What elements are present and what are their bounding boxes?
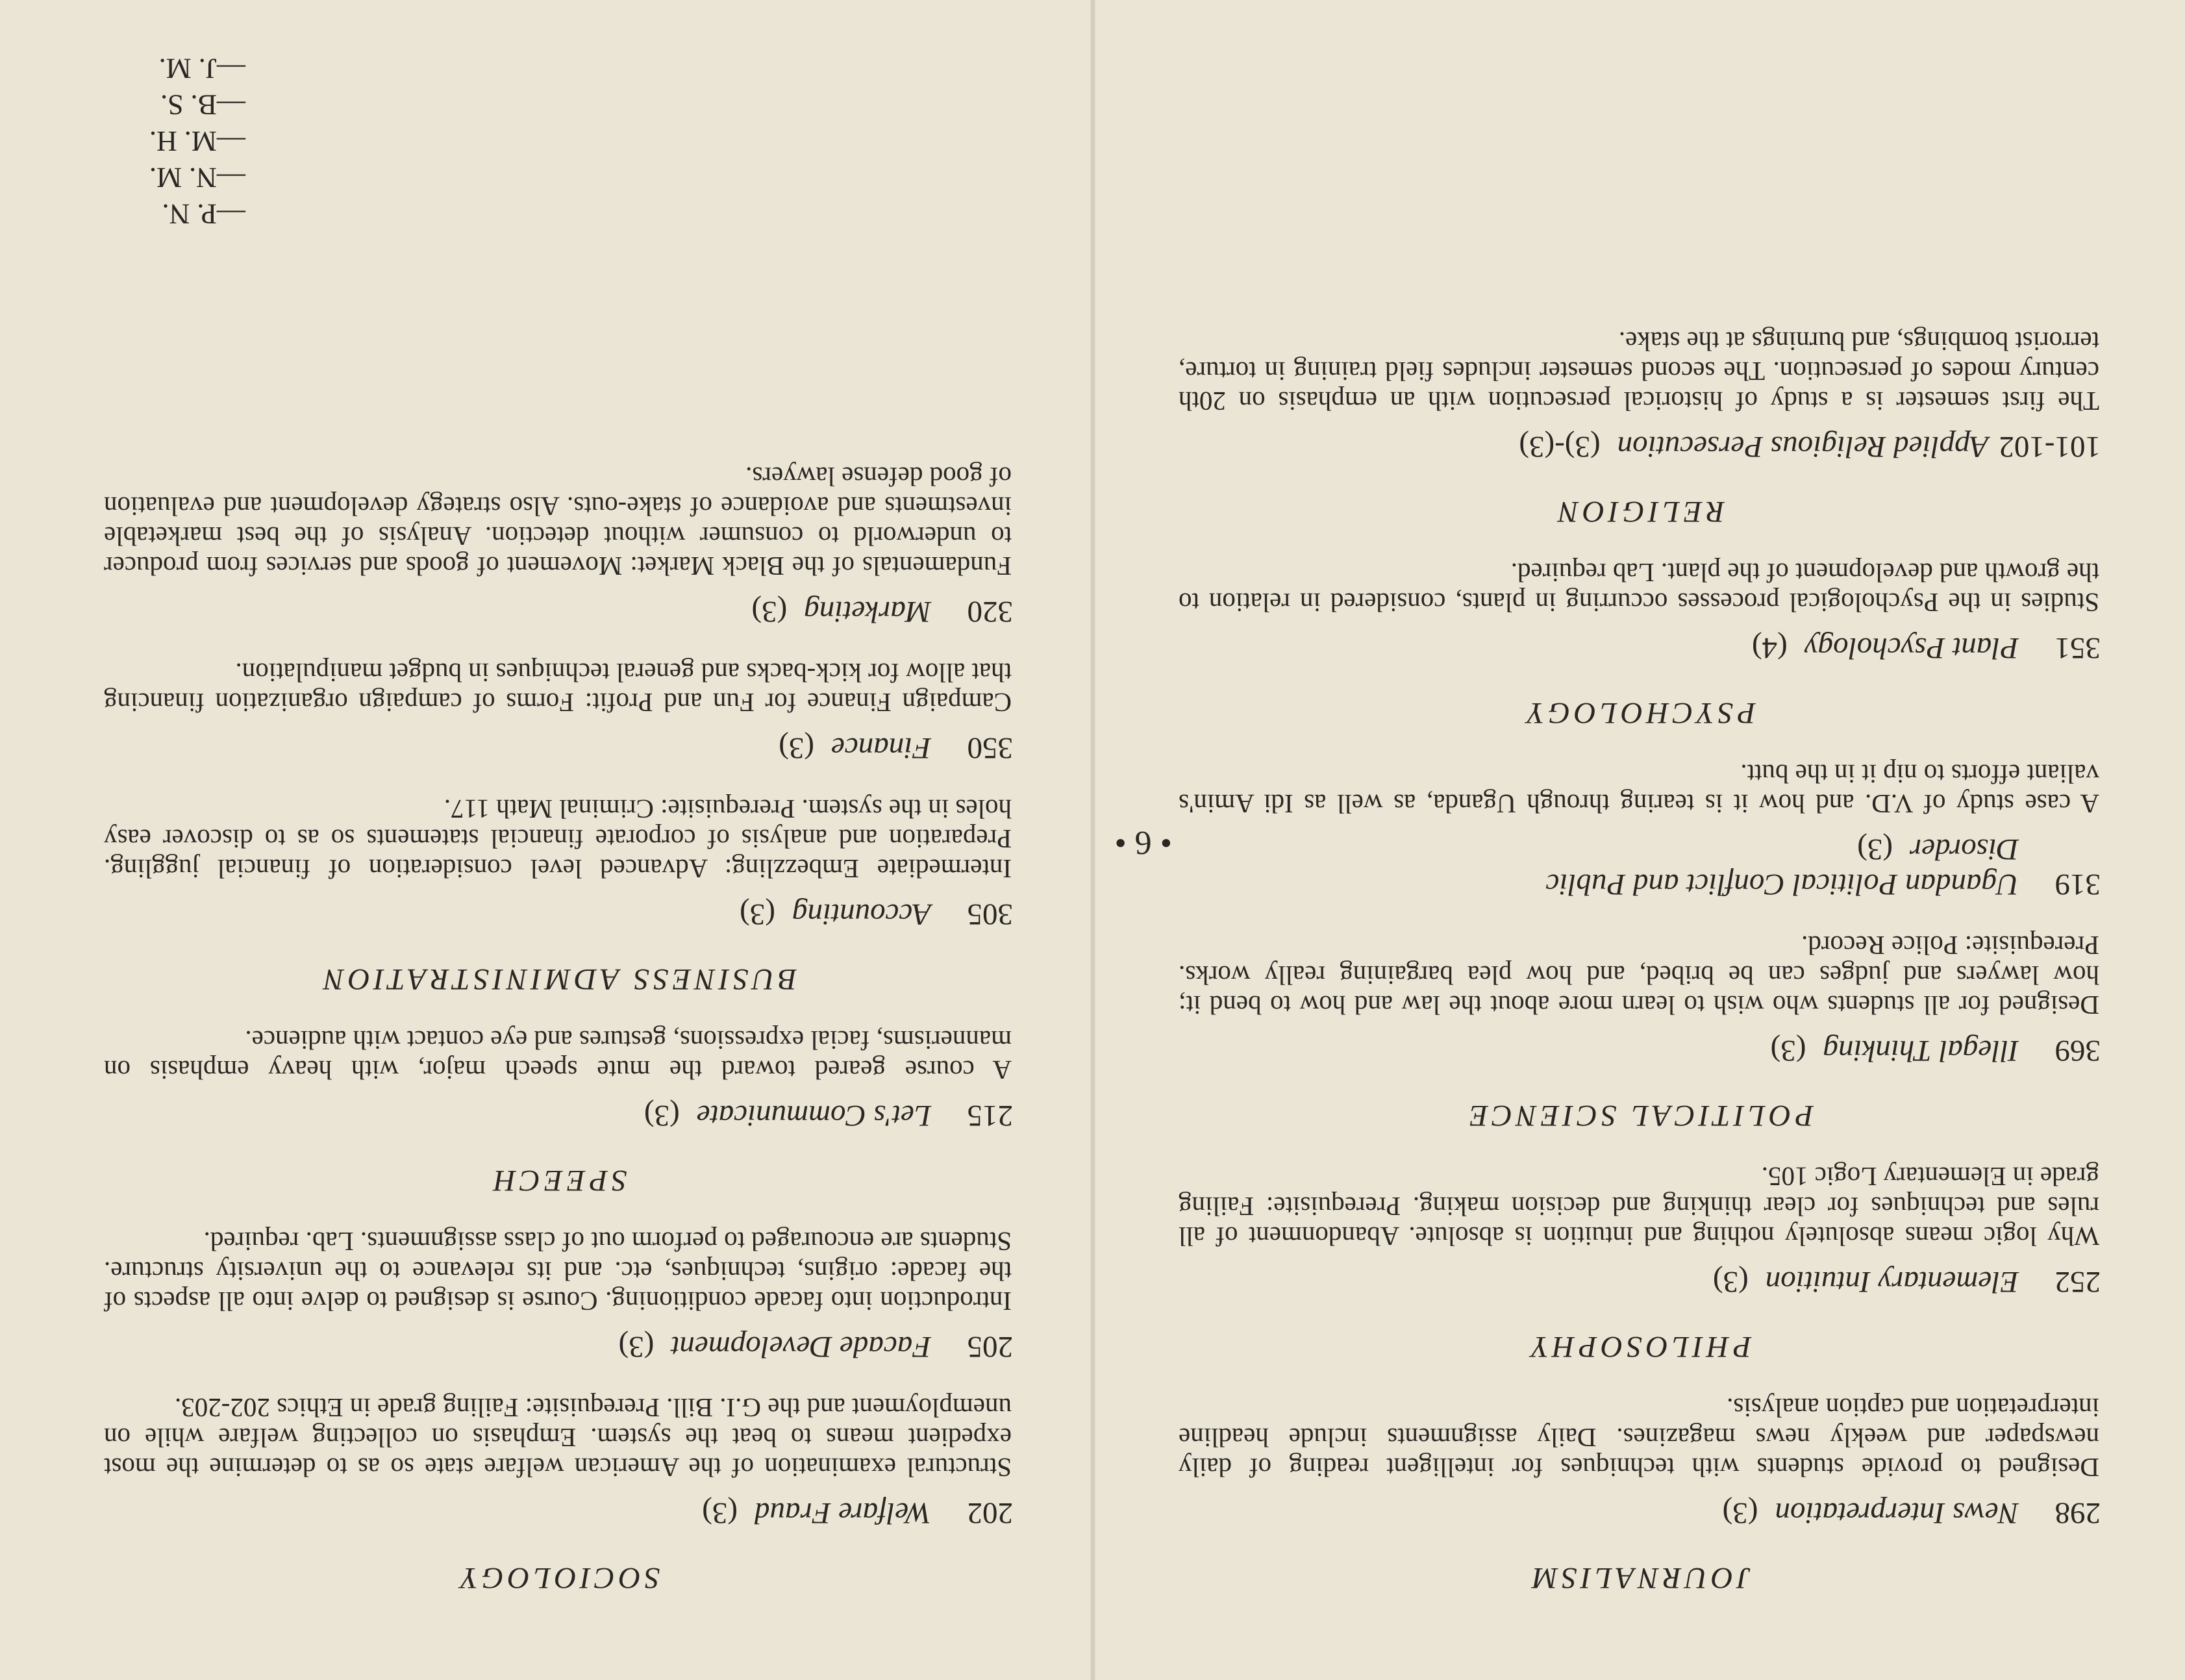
course-description: A course geared toward the mute speech major, with heavy emphasis on mannerisms, facial expressions, gestures and eye contact with audience. (104, 1025, 1012, 1085)
course-name: Let's Communicate (696, 1098, 931, 1133)
course-entry (104, 658, 1013, 766)
section-speech (104, 1025, 1013, 1198)
initials-line: —J. M. (158, 53, 245, 84)
course-credits: (4) (1751, 631, 1788, 665)
page-number (1115, 823, 1172, 862)
course-entry (104, 1393, 1013, 1531)
course-title (104, 731, 1013, 766)
course-number: 350 (967, 731, 1013, 765)
author-initials (149, 50, 245, 232)
course-title (1179, 1496, 2101, 1531)
dept-heading: POLITICAL SCIENCE (1466, 1098, 1814, 1133)
course-entry (1179, 558, 2101, 666)
course-credits: (3) (751, 594, 788, 629)
course-credits: (3) (1712, 1264, 1749, 1299)
page-number-dot: • (1151, 824, 1172, 861)
initials-line: —B. S. (160, 89, 245, 121)
course-title (104, 897, 1013, 932)
course-name-continued: Disorder (1910, 832, 2019, 866)
dept-heading: PSYCHOLOGY (1523, 696, 1756, 730)
course-credits: (3) (618, 1329, 655, 1364)
course-title (104, 1496, 1013, 1531)
course-title (1179, 631, 2101, 666)
course-name: Ugandan Political Conflict and Public (1545, 867, 2019, 901)
course-credits: (3) (1857, 832, 1893, 866)
initials-line: —N. M. (149, 162, 245, 194)
course-number: 252 (2054, 1264, 2101, 1299)
course-number: 101-102 (1999, 429, 2101, 464)
course-entry (1179, 1162, 2101, 1299)
course-entry (104, 1025, 1013, 1133)
dept-heading: BUSINESS ADMINISTRATION (319, 962, 797, 996)
course-name: Accounting (792, 897, 931, 931)
course-number: 298 (2054, 1496, 2101, 1530)
section-psychology (1179, 558, 2101, 731)
course-credits: (3) (1722, 1496, 1758, 1530)
course-title (1179, 1264, 2101, 1299)
course-name: Finance (831, 731, 931, 765)
course-name: Applied Religious Persecution (1617, 429, 1989, 464)
dept-heading: SOCIOLOGY (456, 1561, 660, 1595)
course-number: 369 (2054, 1033, 2101, 1068)
course-name: Marketing (804, 594, 931, 629)
course-entry (1179, 931, 2101, 1068)
course-entry (104, 1227, 1013, 1364)
course-name: Plant Psychology (1804, 631, 2019, 665)
course-entry (1179, 327, 2101, 464)
course-description: Designed to provide students with techniques for intelligent reading of daily newspaper and weekly news magazines. Daily assignments include headline interpretation and caption analysis. (1179, 1392, 2099, 1483)
page-number-value: 6 (1134, 824, 1152, 861)
course-description: The first semester is a study of historical persecution with an emphasis on 20th century modes of persecution. The second semester includes field training in torture, terrorist bombings, and burnings at the stake. (1179, 326, 2099, 416)
course-description: Designed for all students who wish to learn more about the law and how to bend it; how lawyers and judges can be bribed, and how plea bargaining really works. Prerequisite: Police Record. (1179, 930, 2099, 1020)
course-title (1179, 1033, 2101, 1068)
section-sociology (104, 1227, 1013, 1596)
course-description: Studies in the Psychological processes occurring in plants, considered in relation to the growth and development of the plant. Lab required. (1179, 557, 2099, 618)
course-description: Introduction into facade conditioning. Course is designed to delve into all aspects of the facade: origins, techniques, etc. and its relevance to the university structure. Students are encouraged to perform out of class assignments. Lab. required. (104, 1226, 1012, 1316)
section-religion (1179, 327, 2101, 529)
course-title (104, 1329, 1013, 1364)
section-journalism (1179, 1393, 2101, 1596)
course-title (1179, 429, 2101, 464)
course-entry (104, 462, 1013, 629)
course-name: News Interpretation (1775, 1496, 2019, 1530)
right-page (0, 0, 1091, 1680)
course-credits: (3) (740, 897, 775, 931)
dept-heading: RELIGION (1554, 494, 1725, 529)
course-title (1179, 832, 2101, 902)
course-description: A case study of V.D. and how it is tearing through Uganda, as well as Idi Amin's valiant efforts to nip it in the butt. (1179, 759, 2099, 819)
course-title (104, 1098, 1013, 1133)
course-name: Illegal Thinking (1823, 1033, 2019, 1068)
course-name: Facade Development (671, 1329, 931, 1364)
page-fold (1090, 0, 1095, 1680)
course-credits: (3) (643, 1098, 680, 1133)
course-number: 319 (2054, 867, 2101, 901)
section-philosophy (1179, 1162, 2101, 1364)
course-number: 215 (967, 1098, 1013, 1133)
course-description: Intermediate Embezzling: Advanced level consideration of financial juggling. Preparation and analysis of corporate financial statements so as to discover easy holes in the system. Prerequisite: Criminal Math 117. (104, 794, 1012, 884)
left-page (1094, 0, 2185, 1680)
course-number: 202 (967, 1496, 1013, 1530)
initials-line: —M. H. (149, 125, 245, 157)
course-number: 205 (967, 1329, 1013, 1364)
course-title (104, 594, 1013, 629)
course-credits: (3) (702, 1496, 738, 1530)
course-description: Campaign Finance for Fun and Profit: Forms of campaign organization financing that allow for kick-backs and general techniques in budget manipulation. (104, 657, 1012, 718)
course-title-continued (1179, 832, 2101, 867)
section-political-science (1179, 759, 2101, 1133)
course-description: Structural examination of the American welfare state so as to determine the most expedient means to beat the system. Emphasis on collecting welfare while on unemployment and the G.I. Bill. Prerequisite: Failing grade in Ethics 202-203. (104, 1392, 1012, 1483)
course-entry (1179, 1393, 2101, 1531)
course-name: Welfare Fraud (755, 1496, 931, 1530)
course-credits: (3) (1770, 1033, 1806, 1068)
course-number: 351 (2054, 631, 2101, 665)
course-description: Fundamentals of the Black Market: Movement of goods and services from producer to underworld to consumer without detection. Analysis of the best marketable investments and avoidance of stake-outs. Also strategy development and evaluation of good defense lawyers. (104, 461, 1012, 581)
course-credits: (3) (779, 731, 814, 765)
course-name: Elementary Intuition (1765, 1264, 2019, 1299)
course-entry (104, 794, 1013, 932)
course-number: 320 (967, 594, 1013, 629)
initials-line: —P. N. (162, 198, 245, 230)
dept-heading: SPEECH (490, 1163, 627, 1197)
course-description: Why logic means absolutely nothing and intuition is absolute. Abandonment of all rules and techniques for clear thinking and decision making. Prerequisite: Failing grade in Elementary Logic 105. (1179, 1161, 2099, 1251)
page-number-dot: • (1114, 824, 1135, 861)
section-business-administration (104, 462, 1013, 997)
dept-heading: PHILOSOPHY (1527, 1329, 1752, 1364)
course-entry (1179, 759, 2101, 902)
course-credits: (3)-(3) (1519, 429, 1601, 464)
dept-heading: JOURNALISM (1529, 1561, 1751, 1595)
course-number: 305 (967, 897, 1013, 931)
